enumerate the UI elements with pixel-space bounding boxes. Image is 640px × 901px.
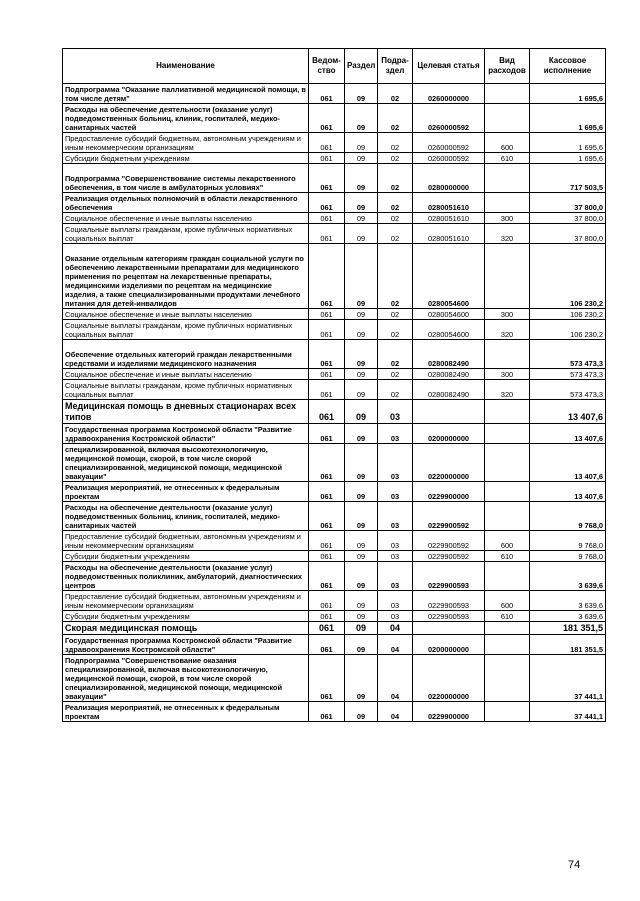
row-expense-type: 300: [485, 309, 530, 320]
row-department: 061: [309, 104, 345, 133]
row-cash-execution: 13 407,6: [530, 482, 606, 502]
header-name: Наименование: [63, 49, 309, 84]
table-row: [63, 340, 606, 369]
row-section: 09: [345, 309, 378, 320]
row-target-article: 0229900593: [413, 611, 485, 622]
row-name: Оказание отдельным категориям граждан социальной услуги по обеспечению лекарственными препаратами для медицинского применения по рецептам на лекарственные препараты, медицинскими изделиями по рецептам на медицинские изделия, а также специализированными продуктами лечебного питания для детей-инвалидов: [63, 244, 309, 309]
row-department: 061: [309, 611, 345, 622]
row-name: Медицинская помощь в дневных стационарах всех типов: [63, 400, 309, 424]
row-subsection: 02: [378, 164, 413, 193]
row-subsection: 02: [378, 104, 413, 133]
row-name: Подпрограмма "Совершенствование оказания специализированной, включая высокотехнологичную, медицинской помощи, скорой, в том числе скорой специализированной, медицинской помощи, медицинской эвакуации": [63, 655, 309, 702]
row-expense-type: 300: [485, 369, 530, 380]
row-subsection: 02: [378, 369, 413, 380]
row-expense-type: [485, 104, 530, 133]
table-row: [63, 133, 606, 153]
row-expense-type: 600: [485, 591, 530, 611]
row-cash-execution: 573 473,3: [530, 369, 606, 380]
row-name: Социальное обеспечение и иные выплаты населению: [63, 309, 309, 320]
row-department: 061: [309, 562, 345, 591]
row-subsection: 03: [378, 531, 413, 551]
row-name: Социальные выплаты гражданам, кроме публичных нормативных социальных выплат: [63, 224, 309, 244]
table-row: [63, 400, 606, 424]
table-row: [63, 369, 606, 380]
row-name: Скорая медицинская помощь: [63, 622, 309, 635]
row-department: 061: [309, 380, 345, 400]
row-name: Субсидии бюджетным учреждениям: [63, 153, 309, 164]
row-target-article: 0280082490: [413, 369, 485, 380]
row-target-article: 0229900000: [413, 482, 485, 502]
row-subsection: 03: [378, 551, 413, 562]
row-department: 061: [309, 133, 345, 153]
row-department: 061: [309, 309, 345, 320]
row-section: 09: [345, 562, 378, 591]
row-target-article: 0260000000: [413, 84, 485, 104]
row-cash-execution: 9 768,0: [530, 502, 606, 531]
table-row: [63, 551, 606, 562]
row-target-article: [413, 622, 485, 635]
row-section: 09: [345, 133, 378, 153]
table-row: [63, 320, 606, 340]
row-section: 09: [345, 153, 378, 164]
row-cash-execution: 37 441,1: [530, 702, 606, 722]
row-cash-execution: 573 473,3: [530, 380, 606, 400]
row-cash-execution: 573 473,3: [530, 340, 606, 369]
row-name: Реализация отдельных полномочий в области лекарственного обеспечения: [63, 193, 309, 213]
row-expense-type: 610: [485, 611, 530, 622]
row-target-article: 0280082490: [413, 380, 485, 400]
row-subsection: 03: [378, 502, 413, 531]
row-subsection: 03: [378, 400, 413, 424]
row-target-article: 0280082490: [413, 340, 485, 369]
row-expense-type: [485, 655, 530, 702]
row-cash-execution: 1 695,6: [530, 153, 606, 164]
row-subsection: 03: [378, 611, 413, 622]
row-subsection: 02: [378, 133, 413, 153]
row-cash-execution: 181 351,5: [530, 622, 606, 635]
row-department: 061: [309, 551, 345, 562]
row-target-article: 0229900592: [413, 502, 485, 531]
row-subsection: 02: [378, 193, 413, 213]
table-row: [63, 444, 606, 482]
row-cash-execution: 1 695,6: [530, 104, 606, 133]
row-target-article: 0229900593: [413, 562, 485, 591]
row-department: 061: [309, 320, 345, 340]
row-cash-execution: 3 639,6: [530, 591, 606, 611]
row-department: 061: [309, 164, 345, 193]
row-cash-execution: 13 407,6: [530, 400, 606, 424]
row-cash-execution: 37 800,0: [530, 213, 606, 224]
row-cash-execution: 717 503,5: [530, 164, 606, 193]
row-subsection: 02: [378, 244, 413, 309]
row-subsection: 04: [378, 655, 413, 702]
row-cash-execution: 181 351,5: [530, 635, 606, 655]
row-target-article: [413, 400, 485, 424]
row-section: 09: [345, 369, 378, 380]
row-target-article: 0229900592: [413, 551, 485, 562]
row-target-article: 0260000592: [413, 133, 485, 153]
row-section: 09: [345, 244, 378, 309]
budget-table: [62, 48, 606, 722]
row-name: Расходы на обеспечение деятельности (оказание услуг) подведомственных поликлиник, амбулаторий, диагностических центров: [63, 562, 309, 591]
row-section: 09: [345, 502, 378, 531]
row-section: 09: [345, 104, 378, 133]
row-name: Расходы на обеспечение деятельности (оказание услуг) подведомственных больниц, клиник, госпиталей, медико-санитарных частей: [63, 104, 309, 133]
row-department: 061: [309, 635, 345, 655]
row-department: 061: [309, 193, 345, 213]
row-department: 061: [309, 502, 345, 531]
row-target-article: 0229900000: [413, 702, 485, 722]
row-section: 09: [345, 164, 378, 193]
row-section: 09: [345, 655, 378, 702]
row-cash-execution: 3 639,6: [530, 611, 606, 622]
row-department: 061: [309, 400, 345, 424]
row-section: 09: [345, 340, 378, 369]
row-department: 061: [309, 655, 345, 702]
header-section: Раздел: [345, 49, 378, 84]
row-name: специализированной, включая высокотехнологичную, медицинской помощи, скорой, в том числе скорой специализированной, медицинской помощи, медицинской эвакуации": [63, 444, 309, 482]
row-expense-type: 600: [485, 133, 530, 153]
row-target-article: 0220000000: [413, 655, 485, 702]
table-row: [63, 531, 606, 551]
row-expense-type: [485, 482, 530, 502]
row-target-article: 0280054600: [413, 244, 485, 309]
row-target-article: 0280051610: [413, 224, 485, 244]
row-subsection: 02: [378, 380, 413, 400]
row-department: 061: [309, 424, 345, 444]
row-target-article: 0229900592: [413, 531, 485, 551]
table-row: [63, 244, 606, 309]
row-target-article: 0260000592: [413, 153, 485, 164]
row-cash-execution: 37 800,0: [530, 193, 606, 213]
row-expense-type: [485, 340, 530, 369]
row-expense-type: 600: [485, 531, 530, 551]
row-expense-type: [485, 702, 530, 722]
row-expense-type: [485, 622, 530, 635]
row-target-article: 0220000000: [413, 444, 485, 482]
header-target-article: Целевая статья: [413, 49, 485, 84]
row-target-article: 0200000000: [413, 635, 485, 655]
row-department: 061: [309, 224, 345, 244]
row-section: 09: [345, 531, 378, 551]
row-section: 09: [345, 702, 378, 722]
row-subsection: 02: [378, 213, 413, 224]
row-subsection: 03: [378, 562, 413, 591]
budget-document: [62, 48, 605, 722]
table-row: [63, 424, 606, 444]
row-target-article: 0280051610: [413, 213, 485, 224]
row-section: 09: [345, 622, 378, 635]
header-department: Ведом-ство: [309, 49, 345, 84]
row-name: Подпрограмма "Оказание паллиативной медицинской помощи, в том числе детям": [63, 84, 309, 104]
row-target-article: 0260000592: [413, 104, 485, 133]
row-expense-type: 610: [485, 551, 530, 562]
table-row: [63, 164, 606, 193]
row-department: 061: [309, 213, 345, 224]
row-name: Расходы на обеспечение деятельности (оказание услуг) подведомственных больниц, клиник, госпиталей, медико-санитарных частей: [63, 502, 309, 531]
row-subsection: 03: [378, 424, 413, 444]
row-section: 09: [345, 224, 378, 244]
row-name: Предоставление субсидий бюджетным, автономным учреждениям и иным некоммерческим организациям: [63, 531, 309, 551]
row-section: 09: [345, 320, 378, 340]
row-cash-execution: 106 230,2: [530, 244, 606, 309]
row-subsection: 02: [378, 224, 413, 244]
row-subsection: 04: [378, 702, 413, 722]
table-row: [63, 153, 606, 164]
row-expense-type: [485, 444, 530, 482]
row-expense-type: [485, 400, 530, 424]
table-row: [63, 591, 606, 611]
row-subsection: 03: [378, 591, 413, 611]
row-department: 061: [309, 531, 345, 551]
row-expense-type: [485, 424, 530, 444]
row-section: 09: [345, 84, 378, 104]
table-row: [63, 562, 606, 591]
row-cash-execution: 1 695,6: [530, 133, 606, 153]
row-expense-type: [485, 635, 530, 655]
header-row: [63, 49, 606, 84]
row-section: 09: [345, 591, 378, 611]
header-cash-execution: Кассовое исполнение: [530, 49, 606, 84]
row-section: 09: [345, 424, 378, 444]
table-row: [63, 611, 606, 622]
table-row: [63, 213, 606, 224]
row-cash-execution: 37 441,1: [530, 655, 606, 702]
row-cash-execution: 1 695,6: [530, 84, 606, 104]
row-expense-type: [485, 164, 530, 193]
row-section: 09: [345, 400, 378, 424]
row-section: 09: [345, 611, 378, 622]
row-department: 061: [309, 591, 345, 611]
row-department: 061: [309, 244, 345, 309]
row-expense-type: [485, 562, 530, 591]
page-number: 74: [568, 859, 581, 871]
row-section: 09: [345, 551, 378, 562]
table-row: [63, 84, 606, 104]
row-name: Социальное обеспечение и иные выплаты населению: [63, 213, 309, 224]
row-subsection: 03: [378, 444, 413, 482]
row-department: 061: [309, 340, 345, 369]
row-department: 061: [309, 444, 345, 482]
row-department: 061: [309, 369, 345, 380]
row-department: 061: [309, 482, 345, 502]
table-row: [63, 655, 606, 702]
row-name: Социальное обеспечение и иные выплаты населению: [63, 369, 309, 380]
row-department: 061: [309, 702, 345, 722]
row-name: Социальные выплаты гражданам, кроме публичных нормативных социальных выплат: [63, 320, 309, 340]
table-row: [63, 482, 606, 502]
row-section: 09: [345, 380, 378, 400]
row-target-article: 0280054600: [413, 309, 485, 320]
row-subsection: 04: [378, 635, 413, 655]
row-cash-execution: 106 230,2: [530, 320, 606, 340]
row-subsection: 02: [378, 153, 413, 164]
row-target-article: 0229900593: [413, 591, 485, 611]
table-row: [63, 309, 606, 320]
table-row: [63, 193, 606, 213]
row-section: 09: [345, 213, 378, 224]
row-subsection: 03: [378, 482, 413, 502]
row-section: 09: [345, 482, 378, 502]
row-name: Реализация мероприятий, не отнесенных к федеральным проектам: [63, 482, 309, 502]
header-expense-type: Вид расходов: [485, 49, 530, 84]
row-name: Государственная программа Костромской области "Развитие здравоохранения Костромской области": [63, 424, 309, 444]
row-department: 061: [309, 622, 345, 635]
row-subsection: 02: [378, 84, 413, 104]
row-name: Реализация мероприятий, не отнесенных к федеральным проектам: [63, 702, 309, 722]
row-expense-type: [485, 502, 530, 531]
row-expense-type: 300: [485, 213, 530, 224]
row-name: Подпрограмма "Совершенствование системы лекарственного обеспечения, в том числе в амбулаторных условиях": [63, 164, 309, 193]
row-target-article: 0280051610: [413, 193, 485, 213]
table-row: [63, 104, 606, 133]
row-expense-type: 610: [485, 153, 530, 164]
row-subsection: 02: [378, 320, 413, 340]
row-section: 09: [345, 444, 378, 482]
row-section: 09: [345, 635, 378, 655]
row-expense-type: [485, 193, 530, 213]
row-cash-execution: 37 800,0: [530, 224, 606, 244]
row-name: Государственная программа Костромской области "Развитие здравоохранения Костромской области": [63, 635, 309, 655]
row-subsection: 04: [378, 622, 413, 635]
row-department: 061: [309, 153, 345, 164]
row-subsection: 02: [378, 340, 413, 369]
row-name: Предоставление субсидий бюджетным, автономным учреждениям и иным некоммерческим организациям: [63, 133, 309, 153]
table-row: [63, 622, 606, 635]
table-row: [63, 380, 606, 400]
row-target-article: 0280054600: [413, 320, 485, 340]
row-name: Предоставление субсидий бюджетным, автономным учреждениям и иным некоммерческим организациям: [63, 591, 309, 611]
row-cash-execution: 13 407,6: [530, 424, 606, 444]
row-expense-type: 320: [485, 224, 530, 244]
row-target-article: 0200000000: [413, 424, 485, 444]
row-cash-execution: 9 768,0: [530, 551, 606, 562]
table-row: [63, 502, 606, 531]
header-subsection: Подра-здел: [378, 49, 413, 84]
row-cash-execution: 9 768,0: [530, 531, 606, 551]
row-section: 09: [345, 193, 378, 213]
row-target-article: 0280000000: [413, 164, 485, 193]
row-expense-type: [485, 244, 530, 309]
row-name: Субсидии бюджетным учреждениям: [63, 551, 309, 562]
row-department: 061: [309, 84, 345, 104]
row-cash-execution: 13 407,6: [530, 444, 606, 482]
row-expense-type: 320: [485, 320, 530, 340]
row-subsection: 02: [378, 309, 413, 320]
table-row: [63, 702, 606, 722]
row-cash-execution: 3 639,6: [530, 562, 606, 591]
row-name: Субсидии бюджетным учреждениям: [63, 611, 309, 622]
table-row: [63, 224, 606, 244]
row-cash-execution: 106 230,2: [530, 309, 606, 320]
row-name: Социальные выплаты гражданам, кроме публичных нормативных социальных выплат: [63, 380, 309, 400]
row-name: Обеспечение отдельных категорий граждан лекарственными средствами и изделиями медицинского назначения: [63, 340, 309, 369]
row-expense-type: 320: [485, 380, 530, 400]
row-expense-type: [485, 84, 530, 104]
table-row: [63, 635, 606, 655]
